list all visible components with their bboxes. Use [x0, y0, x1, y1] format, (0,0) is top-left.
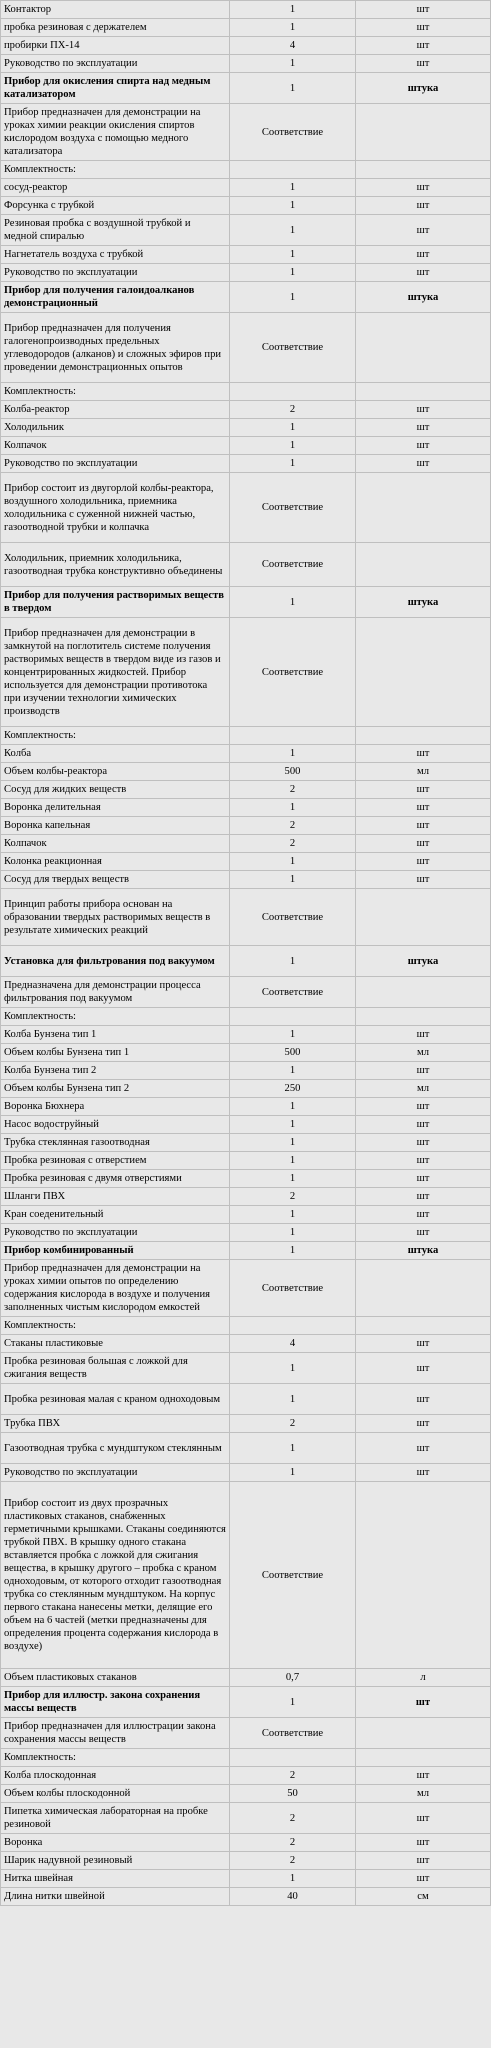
- quantity-cell: 1: [230, 853, 356, 871]
- quantity-cell: Соответствие: [230, 977, 356, 1008]
- unit-cell: [356, 1008, 491, 1026]
- item-name-cell: Сосуд для жидких веществ: [1, 781, 230, 799]
- unit-cell: шт: [356, 55, 491, 73]
- table-row: [1, 781, 491, 799]
- item-name-cell: Прибор для иллюстр. закона сохранения массы веществ: [1, 1687, 230, 1718]
- item-name-cell: пробирки ПХ-14: [1, 37, 230, 55]
- unit-cell: шт: [356, 19, 491, 37]
- unit-cell: шт: [356, 781, 491, 799]
- unit-cell: мл: [356, 763, 491, 781]
- item-name-cell: Объем колбы Бунзена тип 1: [1, 1044, 230, 1062]
- item-name-cell: Руководство по эксплуатации: [1, 55, 230, 73]
- table-row: [1, 1353, 491, 1384]
- unit-cell: [356, 977, 491, 1008]
- item-name-cell: Прибор предназначен для получения галогенопроизводных предельных углеводородов (алканов) и сложных эфиров при проведении демонстрационных опытов: [1, 313, 230, 383]
- item-name-cell: Прибор предназначен для демонстрации на уроках химии опытов по определению содержания кислорода в воздухе и получения заполненных чистым кислородом емкостей: [1, 1260, 230, 1317]
- table-row: [1, 1718, 491, 1749]
- item-name-cell: Руководство по эксплуатации: [1, 264, 230, 282]
- item-name-cell: Объем колбы-реактора: [1, 763, 230, 781]
- quantity-cell: 1: [230, 871, 356, 889]
- item-name-cell: Пробка резиновая с двумя отверстиями: [1, 1170, 230, 1188]
- section-header-row: [1, 587, 491, 618]
- quantity-cell: 1: [230, 1152, 356, 1170]
- table-body: [1, 1, 491, 1906]
- table-row: [1, 1, 491, 19]
- item-name-cell: Прибор предназначен для иллюстрации закона сохранения массы веществ: [1, 1718, 230, 1749]
- unit-cell: шт: [356, 401, 491, 419]
- table-row: [1, 1206, 491, 1224]
- item-name-cell: Установка для фильтрования под вакуумом: [1, 946, 230, 977]
- unit-cell: мл: [356, 1044, 491, 1062]
- table-row: [1, 215, 491, 246]
- table-row: [1, 1152, 491, 1170]
- quantity-cell: 1: [230, 55, 356, 73]
- unit-cell: шт: [356, 455, 491, 473]
- item-name-cell: Объем колбы Бунзена тип 2: [1, 1080, 230, 1098]
- item-name-cell: Принцип работы прибора основан на образовании твердых растворимых веществ в результате химических реакций: [1, 889, 230, 946]
- item-name-cell: Воронка Бюхнера: [1, 1098, 230, 1116]
- item-name-cell: Колба Бунзена тип 2: [1, 1062, 230, 1080]
- unit-cell: [356, 618, 491, 727]
- quantity-cell: 1: [230, 1433, 356, 1464]
- item-name-cell: Колба Бунзена тип 1: [1, 1026, 230, 1044]
- quantity-cell: 1: [230, 246, 356, 264]
- unit-cell: [356, 104, 491, 161]
- table-row: [1, 1767, 491, 1785]
- unit-cell: [356, 383, 491, 401]
- unit-cell: [356, 1482, 491, 1669]
- quantity-cell: 1: [230, 1134, 356, 1152]
- quantity-cell: 0,7: [230, 1669, 356, 1687]
- table-row: [1, 1749, 491, 1767]
- unit-cell: штука: [356, 73, 491, 104]
- quantity-cell: 2: [230, 1834, 356, 1852]
- quantity-cell: 2: [230, 1415, 356, 1433]
- quantity-cell: 2: [230, 1767, 356, 1785]
- table-row: [1, 817, 491, 835]
- section-header-row: [1, 282, 491, 313]
- table-row: [1, 37, 491, 55]
- quantity-cell: 1: [230, 1026, 356, 1044]
- item-name-cell: Газоотводная трубка с мундштуком стеклянным: [1, 1433, 230, 1464]
- quantity-cell: Соответствие: [230, 889, 356, 946]
- table-row: [1, 618, 491, 727]
- table-row: [1, 1482, 491, 1669]
- item-name-cell: Колба-реактор: [1, 401, 230, 419]
- item-name-cell: Пробка резиновая малая с краном одноходовым: [1, 1384, 230, 1415]
- unit-cell: шт: [356, 1803, 491, 1834]
- item-name-cell: Длина нитки швейной: [1, 1888, 230, 1906]
- table-row: [1, 1170, 491, 1188]
- item-name-cell: Форсунка с трубкой: [1, 197, 230, 215]
- quantity-cell: 1: [230, 1464, 356, 1482]
- unit-cell: шт: [356, 1224, 491, 1242]
- unit-cell: [356, 1749, 491, 1767]
- unit-cell: [356, 1317, 491, 1335]
- item-name-cell: Колонка реакционная: [1, 853, 230, 871]
- quantity-cell: 1: [230, 1384, 356, 1415]
- table-row: [1, 1260, 491, 1317]
- table-row: [1, 835, 491, 853]
- table-row: [1, 1415, 491, 1433]
- unit-cell: л: [356, 1669, 491, 1687]
- quantity-cell: 1: [230, 197, 356, 215]
- table-row: [1, 977, 491, 1008]
- table-row: [1, 401, 491, 419]
- unit-cell: мл: [356, 1785, 491, 1803]
- table-row: [1, 1116, 491, 1134]
- table-row: [1, 1834, 491, 1852]
- table-row: [1, 419, 491, 437]
- section-header-row: [1, 73, 491, 104]
- item-name-cell: Стаканы пластиковые: [1, 1335, 230, 1353]
- quantity-cell: 2: [230, 1852, 356, 1870]
- table-row: [1, 1803, 491, 1834]
- unit-cell: [356, 1718, 491, 1749]
- table-row: [1, 179, 491, 197]
- table-row: [1, 745, 491, 763]
- quantity-cell: 2: [230, 1188, 356, 1206]
- quantity-cell: 500: [230, 1044, 356, 1062]
- item-name-cell: Колба плоскодонная: [1, 1767, 230, 1785]
- quantity-cell: 1: [230, 19, 356, 37]
- unit-cell: шт: [356, 246, 491, 264]
- table-row: [1, 455, 491, 473]
- item-name-cell: Руководство по эксплуатации: [1, 455, 230, 473]
- table-row: [1, 871, 491, 889]
- quantity-cell: 2: [230, 781, 356, 799]
- item-name-cell: Пробка резиновая большая с ложкой для сжигания веществ: [1, 1353, 230, 1384]
- unit-cell: [356, 1260, 491, 1317]
- quantity-cell: [230, 1008, 356, 1026]
- quantity-cell: 1: [230, 1116, 356, 1134]
- quantity-cell: 1: [230, 1206, 356, 1224]
- item-name-cell: Предназначена для демонстрации процесса фильтрования под вакуумом: [1, 977, 230, 1008]
- item-name-cell: Прибор предназначен для демонстрации в замкнутой на поглотитель системе получения растворимых веществ в твердом виде из газов и концентрированных жидкостей. Прибор используется для демонстрации противотока при изучении технологии химических производств: [1, 618, 230, 727]
- item-name-cell: Резиновая пробка с воздушной трубкой и медной спиралью: [1, 215, 230, 246]
- table-row: [1, 1785, 491, 1803]
- quantity-cell: [230, 727, 356, 745]
- quantity-cell: 4: [230, 1335, 356, 1353]
- unit-cell: шт: [356, 1188, 491, 1206]
- table-row: [1, 1188, 491, 1206]
- quantity-cell: Соответствие: [230, 1718, 356, 1749]
- quantity-cell: Соответствие: [230, 473, 356, 543]
- table-row: [1, 104, 491, 161]
- unit-cell: шт: [356, 1834, 491, 1852]
- unit-cell: шт: [356, 745, 491, 763]
- table-row: [1, 1224, 491, 1242]
- unit-cell: шт: [356, 1170, 491, 1188]
- table-row: [1, 1008, 491, 1026]
- quantity-cell: 1: [230, 1242, 356, 1260]
- unit-cell: шт: [356, 1134, 491, 1152]
- quantity-cell: 1: [230, 1870, 356, 1888]
- quantity-cell: 1: [230, 946, 356, 977]
- table-row: [1, 383, 491, 401]
- item-name-cell: Трубка ПВХ: [1, 1415, 230, 1433]
- item-name-cell: Колпачок: [1, 437, 230, 455]
- quantity-cell: Соответствие: [230, 313, 356, 383]
- item-name-cell: Комплектность:: [1, 1008, 230, 1026]
- item-name-cell: Объем колбы плоскодонной: [1, 1785, 230, 1803]
- section-header-row: [1, 1242, 491, 1260]
- table-row: [1, 264, 491, 282]
- unit-cell: шт: [356, 1206, 491, 1224]
- unit-cell: [356, 161, 491, 179]
- quantity-cell: Соответствие: [230, 1482, 356, 1669]
- item-name-cell: Воронка капельная: [1, 817, 230, 835]
- item-name-cell: Кран соеденительный: [1, 1206, 230, 1224]
- unit-cell: шт: [356, 1687, 491, 1718]
- item-name-cell: Прибор состоит из двух прозрачных пластиковых стаканов, снабженных герметичными крышками. Стаканы соединяются трубкой ПВХ. В крышку одного стакана вставляется пробка с ложкой для сжигания вещества, в крышку другого – пробка с краном одноходовым, от которого отходит газоотводная трубка со стеклянным мундштуком. На корпус первого стакана нанесены метки, делящие его объем на 6 частей (метки предназначены для определения процента содержания кислорода в воздухе): [1, 1482, 230, 1669]
- unit-cell: шт: [356, 1852, 491, 1870]
- unit-cell: шт: [356, 197, 491, 215]
- quantity-cell: 1: [230, 437, 356, 455]
- item-name-cell: Нитка швейная: [1, 1870, 230, 1888]
- quantity-cell: 50: [230, 1785, 356, 1803]
- table-row: [1, 1433, 491, 1464]
- item-name-cell: Трубка стеклянная газоотводная: [1, 1134, 230, 1152]
- quantity-cell: [230, 383, 356, 401]
- item-name-cell: Комплектность:: [1, 383, 230, 401]
- unit-cell: шт: [356, 179, 491, 197]
- quantity-cell: 1: [230, 1353, 356, 1384]
- table-row: [1, 799, 491, 817]
- item-name-cell: Комплектность:: [1, 1749, 230, 1767]
- table-row: [1, 727, 491, 745]
- section-header-row: [1, 1687, 491, 1718]
- table-row: [1, 161, 491, 179]
- quantity-cell: 2: [230, 1803, 356, 1834]
- item-name-cell: Пробка резиновая с отверстием: [1, 1152, 230, 1170]
- table-row: [1, 1044, 491, 1062]
- quantity-cell: 500: [230, 763, 356, 781]
- item-name-cell: Прибор для получения растворимых веществ в твердом: [1, 587, 230, 618]
- table-row: [1, 1384, 491, 1415]
- unit-cell: шт: [356, 1152, 491, 1170]
- table-row: [1, 1335, 491, 1353]
- unit-cell: шт: [356, 1433, 491, 1464]
- section-header-row: [1, 946, 491, 977]
- item-name-cell: Объем пластиковых стаканов: [1, 1669, 230, 1687]
- unit-cell: штука: [356, 282, 491, 313]
- quantity-cell: 40: [230, 1888, 356, 1906]
- quantity-cell: 1: [230, 745, 356, 763]
- unit-cell: шт: [356, 1384, 491, 1415]
- quantity-cell: 1: [230, 282, 356, 313]
- unit-cell: шт: [356, 1464, 491, 1482]
- item-name-cell: Шланги ПВХ: [1, 1188, 230, 1206]
- item-name-cell: Сосуд для твердых веществ: [1, 871, 230, 889]
- item-name-cell: Пипетка химическая лабораторная на пробке резиновой: [1, 1803, 230, 1834]
- quantity-cell: 1: [230, 215, 356, 246]
- unit-cell: шт: [356, 37, 491, 55]
- quantity-cell: Соответствие: [230, 104, 356, 161]
- quantity-cell: 250: [230, 1080, 356, 1098]
- table-row: [1, 1026, 491, 1044]
- item-name-cell: Прибор состоит из двугорлой колбы-реактора, воздушного холодильника, приемника холодильника с суженной нижней частью, газоотводной трубки и колпачка: [1, 473, 230, 543]
- unit-cell: шт: [356, 1767, 491, 1785]
- quantity-cell: 1: [230, 799, 356, 817]
- unit-cell: [356, 473, 491, 543]
- item-name-cell: Воронка делительная: [1, 799, 230, 817]
- item-name-cell: Комплектность:: [1, 161, 230, 179]
- quantity-cell: [230, 161, 356, 179]
- unit-cell: см: [356, 1888, 491, 1906]
- unit-cell: шт: [356, 1353, 491, 1384]
- item-name-cell: Руководство по эксплуатации: [1, 1224, 230, 1242]
- item-name-cell: Руководство по эксплуатации: [1, 1464, 230, 1482]
- item-name-cell: Прибор комбинированный: [1, 1242, 230, 1260]
- unit-cell: шт: [356, 853, 491, 871]
- item-name-cell: Прибор для окисления спирта над медным катализатором: [1, 73, 230, 104]
- table-row: [1, 1669, 491, 1687]
- unit-cell: [356, 313, 491, 383]
- quantity-cell: 1: [230, 1098, 356, 1116]
- quantity-cell: 2: [230, 817, 356, 835]
- item-name-cell: Прибор для получения галоидоалканов демонстрационный: [1, 282, 230, 313]
- quantity-cell: 2: [230, 401, 356, 419]
- item-name-cell: сосуд-реактор: [1, 179, 230, 197]
- quantity-cell: [230, 1749, 356, 1767]
- unit-cell: [356, 543, 491, 587]
- quantity-cell: [230, 1317, 356, 1335]
- unit-cell: шт: [356, 835, 491, 853]
- quantity-cell: 1: [230, 264, 356, 282]
- item-name-cell: Насос водоструйный: [1, 1116, 230, 1134]
- unit-cell: шт: [356, 1098, 491, 1116]
- quantity-cell: 1: [230, 419, 356, 437]
- item-name-cell: Воронка: [1, 1834, 230, 1852]
- quantity-cell: 1: [230, 1170, 356, 1188]
- unit-cell: шт: [356, 419, 491, 437]
- item-name-cell: Контактор: [1, 1, 230, 19]
- unit-cell: шт: [356, 1026, 491, 1044]
- table-row: [1, 246, 491, 264]
- table-row: [1, 1062, 491, 1080]
- quantity-cell: 1: [230, 1224, 356, 1242]
- table-row: [1, 437, 491, 455]
- quantity-cell: 2: [230, 835, 356, 853]
- unit-cell: шт: [356, 1870, 491, 1888]
- quantity-cell: 1: [230, 587, 356, 618]
- item-name-cell: Колба: [1, 745, 230, 763]
- table-row: [1, 55, 491, 73]
- table-row: [1, 313, 491, 383]
- unit-cell: шт: [356, 1116, 491, 1134]
- unit-cell: шт: [356, 264, 491, 282]
- quantity-cell: Соответствие: [230, 1260, 356, 1317]
- table-row: [1, 1098, 491, 1116]
- table-row: [1, 1888, 491, 1906]
- quantity-cell: 1: [230, 73, 356, 104]
- quantity-cell: 1: [230, 1687, 356, 1718]
- table-row: [1, 543, 491, 587]
- unit-cell: штука: [356, 946, 491, 977]
- quantity-cell: Соответствие: [230, 618, 356, 727]
- table-row: [1, 889, 491, 946]
- unit-cell: шт: [356, 799, 491, 817]
- unit-cell: шт: [356, 1415, 491, 1433]
- quantity-cell: Соответствие: [230, 543, 356, 587]
- table-row: [1, 853, 491, 871]
- table-row: [1, 197, 491, 215]
- item-name-cell: Комплектность:: [1, 1317, 230, 1335]
- table-row: [1, 1134, 491, 1152]
- unit-cell: шт: [356, 437, 491, 455]
- table-row: [1, 473, 491, 543]
- table-row: [1, 1852, 491, 1870]
- quantity-cell: 1: [230, 455, 356, 473]
- table-row: [1, 1870, 491, 1888]
- item-name-cell: Холодильник, приемник холодильника, газоотводная трубка конструктивно объединены: [1, 543, 230, 587]
- unit-cell: шт: [356, 817, 491, 835]
- quantity-cell: 1: [230, 1, 356, 19]
- quantity-cell: 4: [230, 37, 356, 55]
- quantity-cell: 1: [230, 179, 356, 197]
- table-row: [1, 763, 491, 781]
- table-row: [1, 1080, 491, 1098]
- unit-cell: шт: [356, 1, 491, 19]
- item-name-cell: Шарик надувной резиновый: [1, 1852, 230, 1870]
- item-name-cell: Холодильник: [1, 419, 230, 437]
- unit-cell: шт: [356, 871, 491, 889]
- item-name-cell: Прибор предназначен для демонстрации на уроках химии реакции окисления спиртов кислородом воздуха с помощью медного катализатора: [1, 104, 230, 161]
- unit-cell: шт: [356, 215, 491, 246]
- unit-cell: шт: [356, 1335, 491, 1353]
- unit-cell: [356, 727, 491, 745]
- unit-cell: мл: [356, 1080, 491, 1098]
- unit-cell: штука: [356, 587, 491, 618]
- unit-cell: штука: [356, 1242, 491, 1260]
- item-name-cell: пробка резиновая с держателем: [1, 19, 230, 37]
- item-name-cell: Колпачок: [1, 835, 230, 853]
- item-name-cell: Комплектность:: [1, 727, 230, 745]
- quantity-cell: 1: [230, 1062, 356, 1080]
- unit-cell: шт: [356, 1062, 491, 1080]
- unit-cell: [356, 889, 491, 946]
- table-row: [1, 19, 491, 37]
- item-name-cell: Нагнетатель воздуха с трубкой: [1, 246, 230, 264]
- table-row: [1, 1464, 491, 1482]
- table-row: [1, 1317, 491, 1335]
